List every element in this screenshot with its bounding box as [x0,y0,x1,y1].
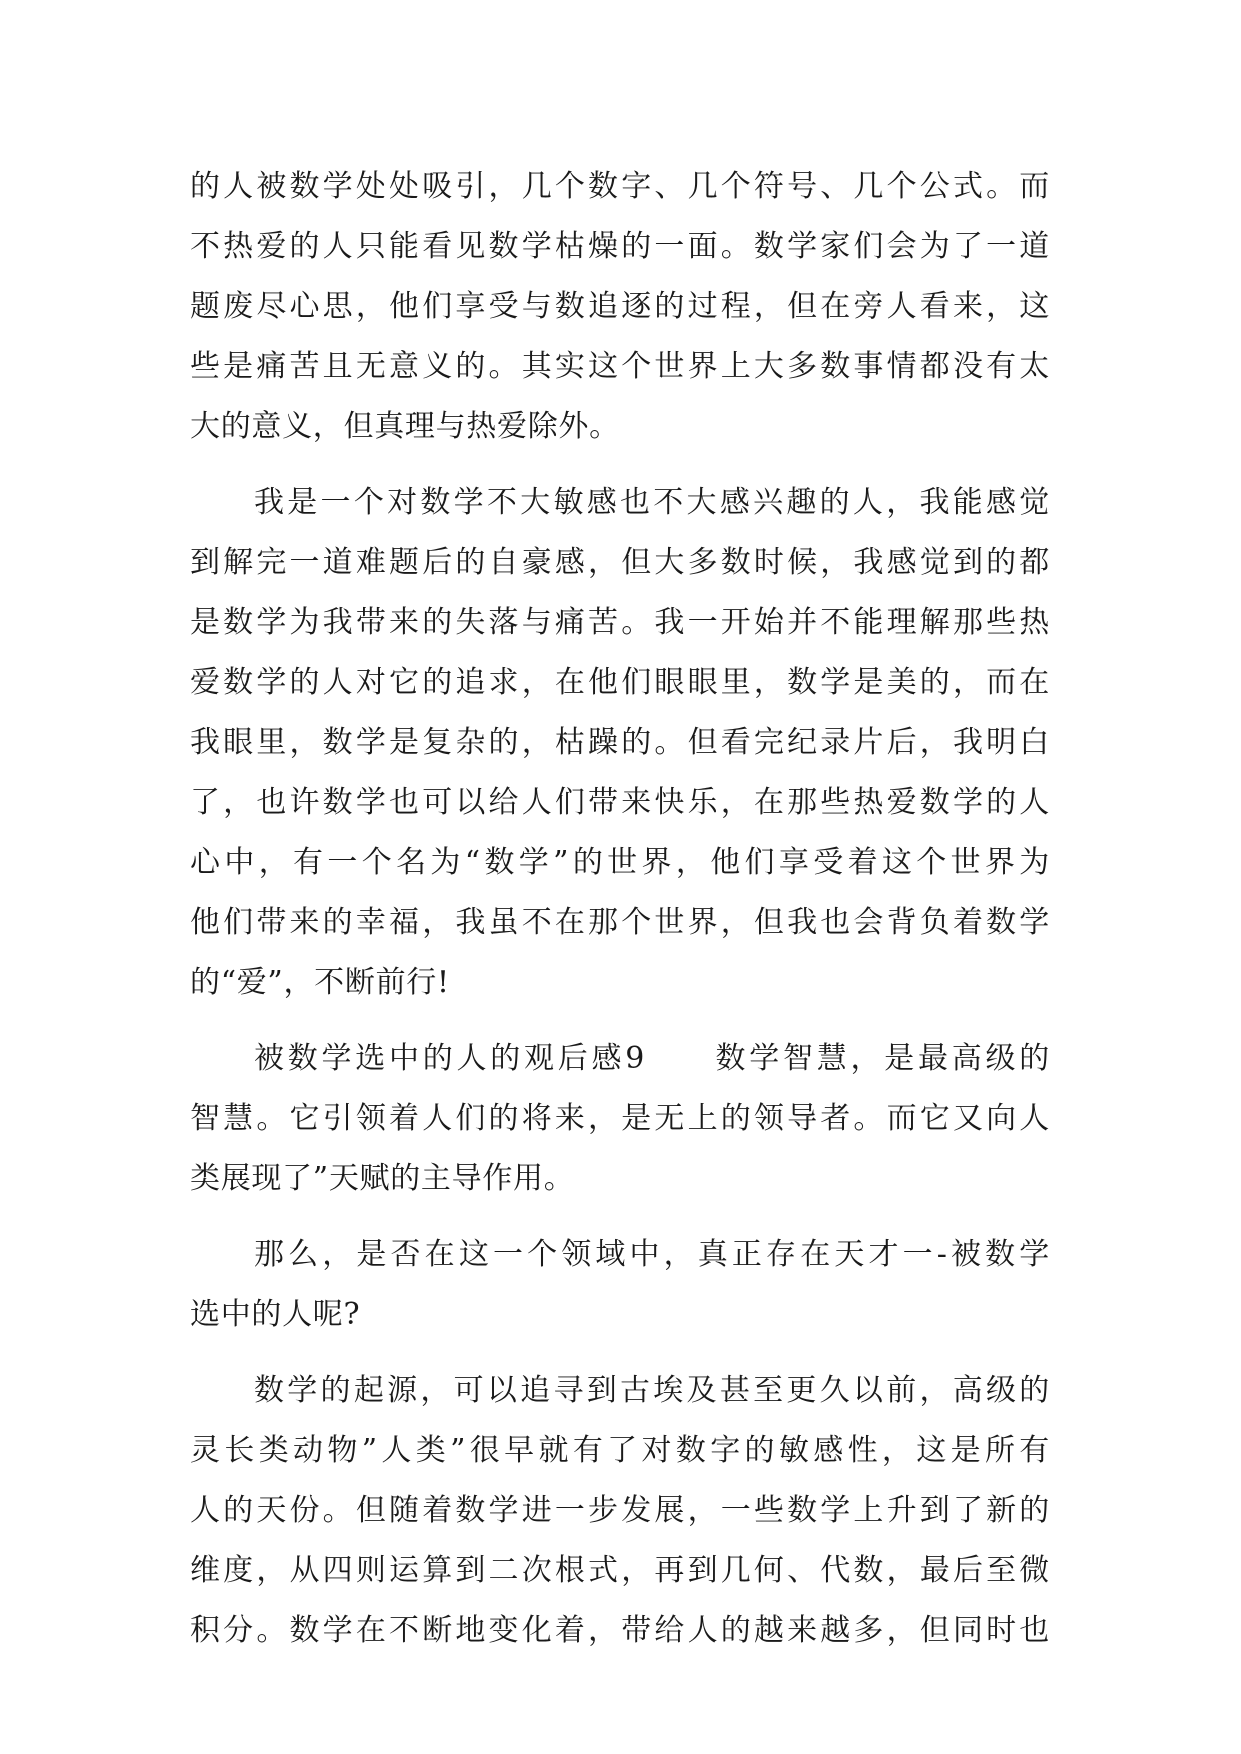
text-line: 了，也许数学也可以给人们带来快乐，在那些热爱数学的人 [190,785,1050,820]
text-line: 心中，有一个名为“数学”的世界，他们享受着这个世界为 [190,845,1050,880]
text-line: 不热爱的人只能看见数学枯燥的一面。数学家们会为了一道 [190,229,1050,264]
text-line: 人的天份。但随着数学进一步发展，一些数学上升到了新的 [190,1493,1050,1528]
text-line: 维度，从四则运算到二次根式，再到几何、代数，最后至微 [190,1553,1050,1588]
text-line: 他们带来的幸福，我虽不在那个世界，但我也会背负着数学 [190,905,1050,940]
paragraph-2 [190,473,1050,1013]
text-line: 大的意义，但真理与热爱除外。 [190,409,620,444]
text-line: 的人被数学处处吸引，几个数字、几个符号、几个公式。而 [190,169,1050,204]
text-line: 些是痛苦且无意义的。其实这个世界上大多数事情都没有太 [190,349,1050,384]
text-line: 类展现了”天赋的主导作用。 [190,1161,575,1196]
text-line: 我是一个对数学不大敏感也不大感兴趣的人，我能感觉 [254,485,1050,520]
paragraph-5 [190,1361,1050,1661]
paragraph-4 [190,1225,1050,1345]
text-line: 灵长类动物”人类”很早就有了对数字的敏感性，这是所有 [190,1433,1050,1468]
text-line: 是数学为我带来的失落与痛苦。我一开始并不能理解那些热 [190,605,1050,640]
text-line: 智慧。它引领着人们的将来，是无上的领导者。而它又向人 [190,1101,1050,1136]
paragraph-1 [190,157,1050,457]
text-line: 选中的人呢? [190,1297,361,1332]
text-line: 我眼里，数学是复杂的，枯躁的。但看完纪录片后，我明白 [190,725,1050,760]
text-line: 到解完一道难题后的自豪感，但大多数时候，我感觉到的都 [190,545,1050,580]
text-line: 的“爱”，不断前行! [190,965,450,1000]
text-line: 那么，是否在这一个领域中，真正存在天才一-被数学 [254,1237,1050,1272]
text-line: 爱数学的人对它的追求，在他们眼眼里，数学是美的，而在 [190,665,1050,700]
document-body [190,157,1050,1677]
text-line: 被数学选中的人的观后感9 数学智慧，是最高级的 [254,1041,1050,1076]
text-line: 数学的起源，可以追寻到古埃及甚至更久以前，高级的 [254,1373,1050,1408]
text-line: 题废尽心思，他们享受与数追逐的过程，但在旁人看来，这 [190,289,1050,324]
paragraph-3 [190,1029,1050,1209]
text-line: 积分。数学在不断地变化着，带给人的越来越多，但同时也 [190,1613,1050,1648]
